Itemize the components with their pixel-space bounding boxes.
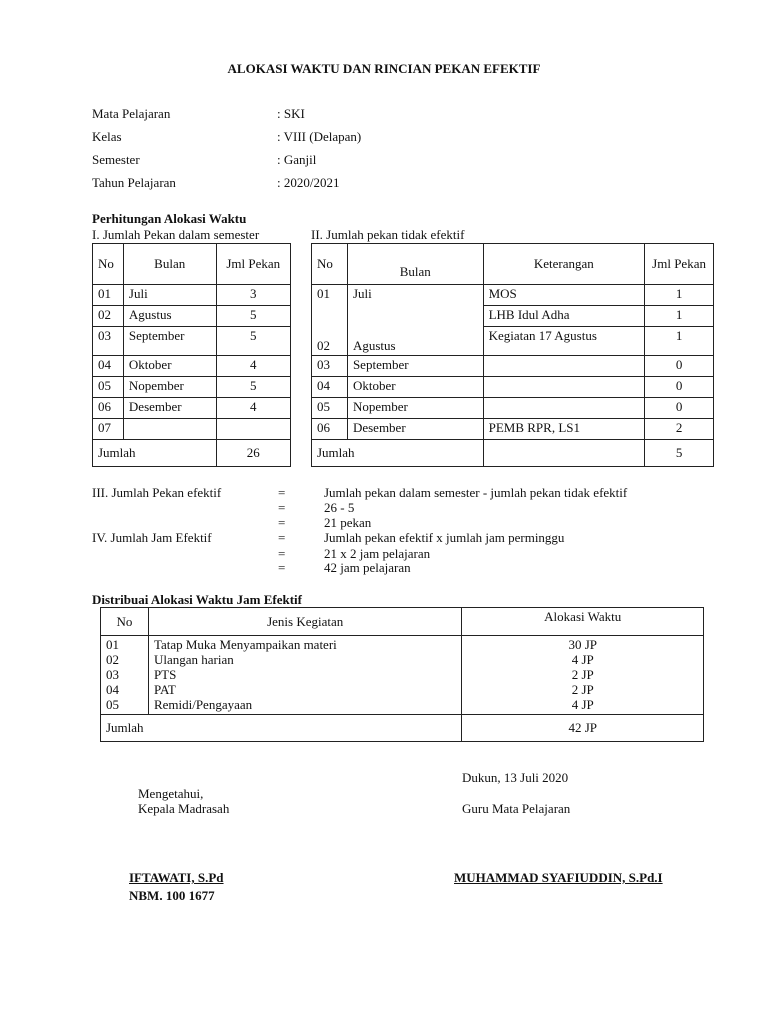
calc-equals: =	[278, 546, 286, 561]
calc-text: Jumlah pekan efektif x jumlah jam perminggu	[324, 530, 565, 545]
table-cell: 5	[216, 327, 291, 356]
table-cell: 5	[216, 306, 291, 327]
table-cell: 01	[312, 285, 348, 306]
table-row	[93, 285, 291, 306]
table-row	[312, 306, 714, 327]
table-cell	[216, 419, 291, 440]
table-cell: 02	[312, 327, 348, 356]
table-header: Jml Pekan	[216, 244, 291, 285]
list-item: 03	[106, 667, 119, 682]
table-row	[93, 327, 291, 356]
table-cell	[123, 419, 216, 440]
table-cell: 0	[645, 398, 714, 419]
calc-equals: =	[278, 485, 286, 500]
list-item: 4 JP	[571, 697, 594, 712]
list-item: Tatap Muka Menyampaikan materi	[153, 637, 337, 652]
table-cell: Nopember	[347, 398, 483, 419]
total-label: Jumlah	[312, 440, 484, 467]
table-cell: 04	[312, 377, 348, 398]
table-row	[93, 398, 291, 419]
calc-label-effective-weeks: III. Jumlah Pekan efektif	[92, 485, 222, 500]
list-item: 2 JP	[571, 682, 594, 697]
list-item: Ulangan harian	[153, 652, 234, 667]
table-cell: 05	[93, 377, 124, 398]
table-cell: 0	[645, 356, 714, 377]
list-item: PAT	[153, 682, 176, 697]
table-header: Jenis Kegiatan	[148, 608, 462, 636]
table-total-row	[101, 715, 704, 742]
table-cell: Kegiatan 17 Agustus	[483, 327, 645, 356]
table-cell: September	[123, 327, 216, 356]
table-header: Bulan	[347, 244, 483, 285]
table-row	[93, 306, 291, 327]
table-header: Bulan	[123, 244, 216, 285]
calc-text: 21 x 2 jam pelajaran	[324, 546, 431, 561]
info-value-subject: : SKI	[277, 106, 305, 121]
table-cell	[483, 398, 645, 419]
table-cell: Oktober	[123, 356, 216, 377]
principal-id: NBM. 100 1677	[129, 888, 215, 903]
table-cell: 01	[93, 285, 124, 306]
table-cell: 07	[93, 419, 124, 440]
table-cell: 4	[216, 398, 291, 419]
table-cell: 3	[216, 285, 291, 306]
list-item: 4 JP	[571, 652, 594, 667]
table-row	[93, 419, 291, 440]
table-cell: 4	[216, 356, 291, 377]
total-value: 26	[216, 440, 291, 467]
table-cell: 05	[312, 398, 348, 419]
table-row	[101, 636, 704, 715]
place-date: Dukun, 13 Juli 2020	[462, 770, 569, 785]
table-cell	[483, 440, 645, 467]
total-label: Jumlah	[93, 440, 217, 467]
ineffective-weeks-table	[311, 243, 714, 467]
list-item: 30 JP	[568, 637, 597, 652]
total-label: Jumlah	[101, 715, 462, 742]
calc-equals: =	[278, 530, 286, 545]
info-label-year: Tahun Pelajaran	[92, 175, 176, 190]
table-cell: Juli	[123, 285, 216, 306]
section-subheading-ineffective: II. Jumlah pekan tidak efektif	[311, 227, 465, 242]
table-cell	[483, 377, 645, 398]
table-row	[312, 327, 714, 356]
table-row	[312, 356, 714, 377]
list-item: Remidi/Pengayaan	[153, 697, 253, 712]
list-item: 01	[106, 637, 119, 652]
table-cell	[347, 306, 483, 327]
table-cell: 2	[645, 419, 714, 440]
principal-name: IFTAWATI, S.Pd	[129, 870, 224, 885]
teacher-name: MUHAMMAD SYAFIUDDIN, S.Pd.I	[454, 870, 663, 885]
total-value: 5	[645, 440, 714, 467]
table-row	[312, 377, 714, 398]
info-value-semester: : Ganjil	[277, 152, 317, 167]
weeks-in-semester-table	[92, 243, 291, 467]
table-total-row	[312, 440, 714, 467]
table-cell: 5	[216, 377, 291, 398]
list-item: 04	[106, 682, 119, 697]
calc-equals: =	[278, 560, 286, 575]
teacher-title: Guru Mata Pelajaran	[462, 801, 571, 816]
table-cell: Desember	[347, 419, 483, 440]
table-cell: Agustus	[123, 306, 216, 327]
calc-text: Jumlah pekan dalam semester - jumlah pekan tidak efektif	[324, 485, 628, 500]
section-heading-calculation: Perhitungan Alokasi Waktu	[92, 211, 247, 226]
table-header: Alokasi Waktu	[462, 608, 704, 636]
calc-text: 21 pekan	[324, 515, 372, 530]
table-header: Jml Pekan	[645, 244, 714, 285]
table-cell: Nopember	[123, 377, 216, 398]
info-value-year: : 2020/2021	[277, 175, 340, 190]
table-cell: 03	[312, 356, 348, 377]
table-row	[312, 285, 714, 306]
table-cell: September	[347, 356, 483, 377]
list-item: 05	[106, 697, 119, 712]
table-cell: Agustus	[347, 327, 483, 356]
table-cell: 1	[645, 306, 714, 327]
table-cell: PEMB RPR, LS1	[483, 419, 645, 440]
table-cell: 02	[93, 306, 124, 327]
list-item: 02	[106, 652, 119, 667]
list-item: 2 JP	[571, 667, 594, 682]
section-subheading-weeks: I. Jumlah Pekan dalam semester	[92, 227, 260, 242]
calc-label-effective-hours: IV. Jumlah Jam Efektif	[92, 530, 212, 545]
table-cell: Oktober	[347, 377, 483, 398]
table-cell: 06	[312, 419, 348, 440]
table-cell: 1	[645, 327, 714, 356]
table-row	[312, 398, 714, 419]
table-row	[93, 356, 291, 377]
info-label-subject: Mata Pelajaran	[92, 106, 171, 121]
table-cell: 06	[93, 398, 124, 419]
table-header: No	[93, 244, 124, 285]
info-label-semester: Semester	[92, 152, 140, 167]
calc-equals: =	[278, 500, 286, 515]
activity-column	[148, 636, 462, 715]
table-header: No	[312, 244, 348, 285]
list-item: PTS	[153, 667, 177, 682]
principal-title: Kepala Madrasah	[138, 801, 230, 816]
table-header: No	[101, 608, 149, 636]
distribution-heading: Distribuai Alokasi Waktu Jam Efektif	[92, 592, 302, 607]
table-cell: 03	[93, 327, 124, 356]
document-title: ALOKASI WAKTU DAN RINCIAN PEKAN EFEKTIF	[227, 61, 541, 76]
table-cell: MOS	[483, 285, 645, 306]
table-cell: Desember	[123, 398, 216, 419]
calc-text: 26 - 5	[324, 500, 355, 515]
table-row	[93, 377, 291, 398]
table-cell: Juli	[347, 285, 483, 306]
table-cell: 1	[645, 285, 714, 306]
table-cell: 04	[93, 356, 124, 377]
table-cell	[483, 356, 645, 377]
acknowledged-label: Mengetahui,	[138, 786, 204, 801]
info-label-class: Kelas	[92, 129, 122, 144]
table-header: Keterangan	[483, 244, 645, 285]
table-cell	[312, 306, 348, 327]
table-row	[312, 419, 714, 440]
number-column	[101, 636, 149, 715]
total-value: 42 JP	[462, 715, 704, 742]
distribution-table	[100, 607, 704, 742]
table-cell: 0	[645, 377, 714, 398]
calc-equals: =	[278, 515, 286, 530]
table-total-row	[93, 440, 291, 467]
allocation-column	[462, 636, 704, 715]
calc-text: 42 jam pelajaran	[324, 560, 411, 575]
info-value-class: : VIII (Delapan)	[277, 129, 362, 144]
table-cell: LHB Idul Adha	[483, 306, 645, 327]
